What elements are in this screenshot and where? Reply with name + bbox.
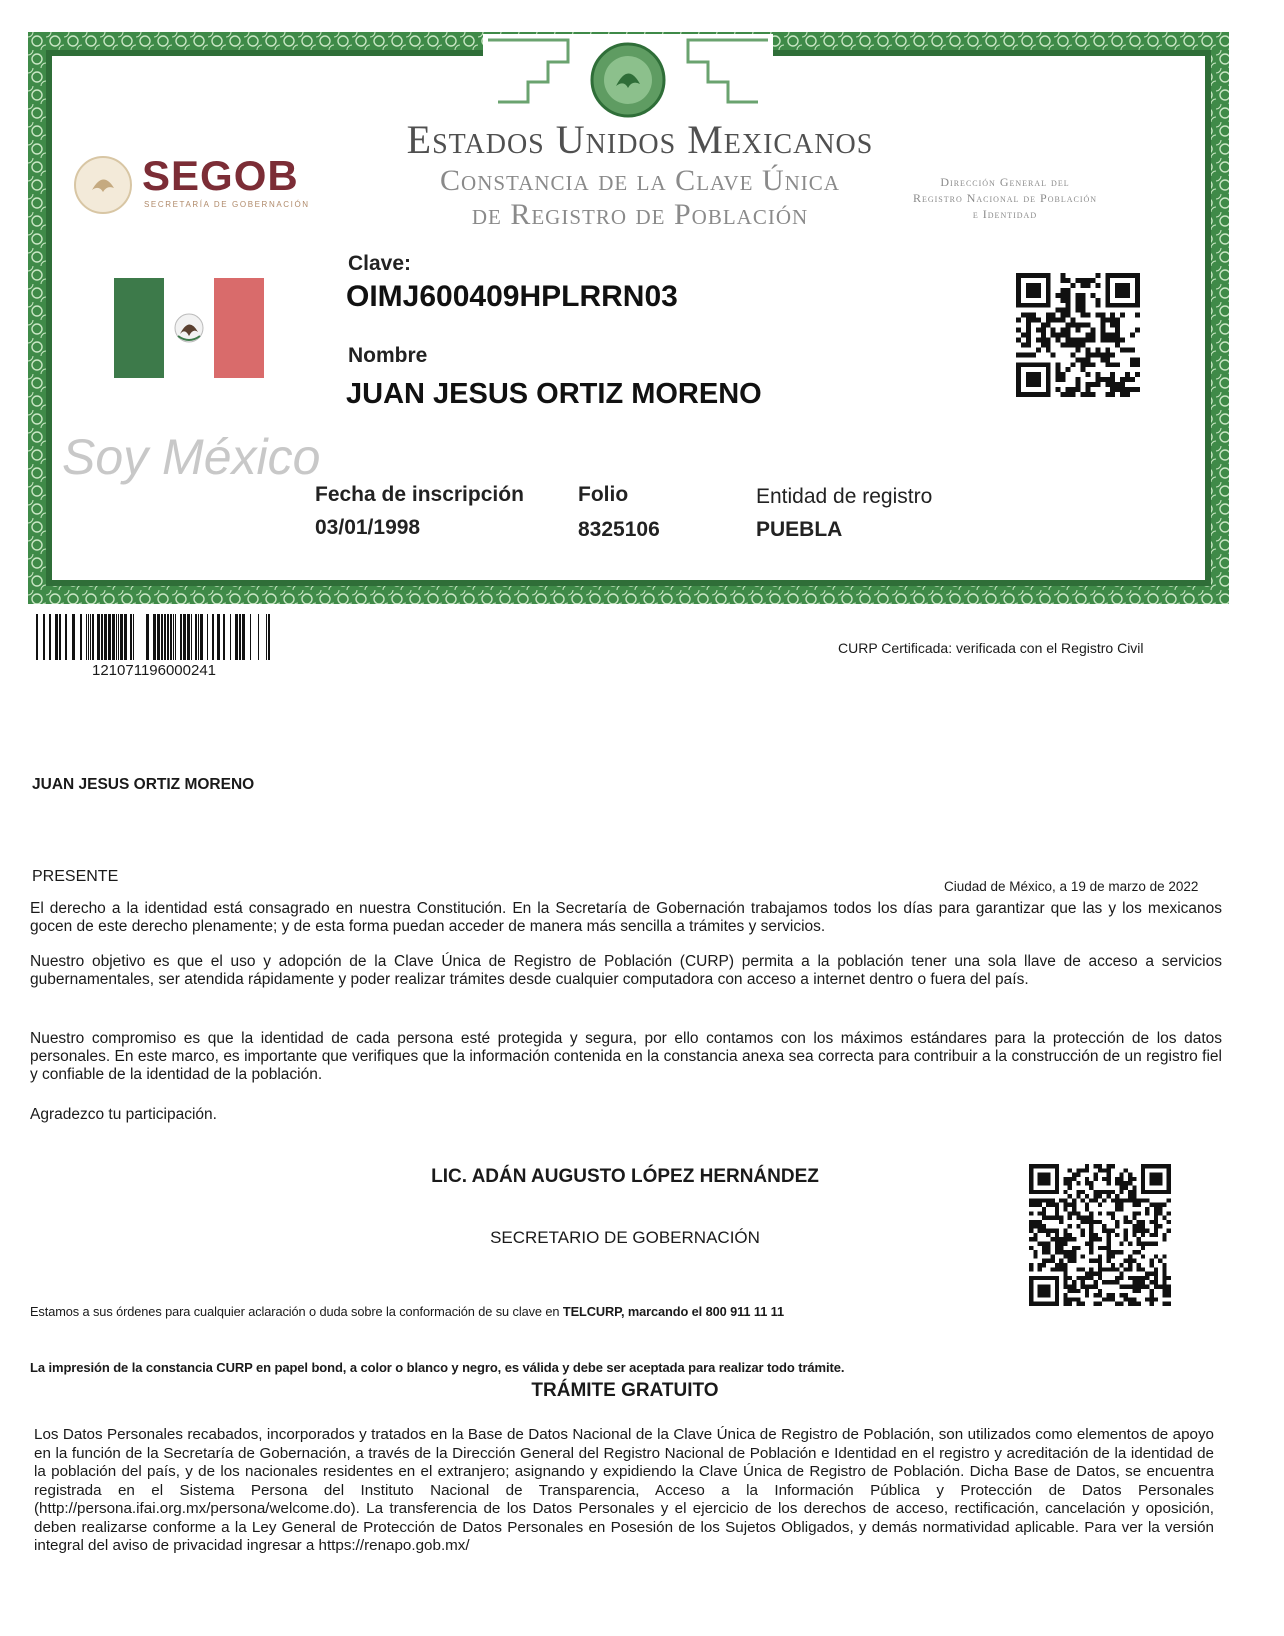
country-title: Estados Unidos Mexicanos (406, 117, 874, 162)
letter-recipient: JUAN JESUS ORTIZ MORENO (32, 776, 255, 793)
contact-phone: TELCURP, marcando el 800 911 11 11 (562, 1304, 785, 1319)
contact-text: Estamos a sus órdenes para cualquier aclaración o duda sobre la conformación de su clave en (30, 1304, 563, 1319)
privacy-notice: Los Datos Personales recabados, incorporados y tratados en la Base de Datos Nacional de la Clave Única de Registro de Población, son utilizados como elementos de apoyo en la función de la Secretaría de Gobernación, a través de la Dirección General del Registro Nacional de Población e Identidad en el registro y acreditación de la identidad de la población del país, y de los nacionales residentes en el extranjero; asignando y expidiendo la Clave Única de Registro de Población. Dicha Base de Datos, se encuentra registrada en el Sistema Persona del Instituto Nacional de Transparencia, Acceso a la Información Pública y Protección de Datos Personales (http://persona.ifai.org.mx/persona/welcome.do). La transferencia de los Datos Personales y el ejercicio de los derechos de acceso, rectificación, cancelación y oposición, deben realizarse conforme a la Ley General de Protección de Datos Personales en Posesión de los Sujetos Obligados, y demás normatividad aplicable. Para ver la versión integral del aviso de privacidad ingresar a https://renapo.gob.mx/ (34, 1426, 1214, 1554)
letter-paragraph-1: El derecho a la identidad está consagrado en nuestra Constitución. En la Secretaría de Gobernación trabajamos todos los días para garantizar que las y los mexicanos gocen de este derecho plenamente; y de esta forma puedan acceder de manera más sencilla a trámites y servicios. (30, 900, 1222, 935)
qr-code-icon (1016, 272, 1140, 398)
national-seal-icon (588, 40, 668, 120)
mexico-flag-icon (114, 278, 264, 378)
document-title-line1: Constancia de la Clave Única (440, 164, 840, 197)
clave-value: OIMJ600409HPLRRN03 (346, 280, 678, 313)
signer-name: LIC. ADÁN AUGUSTO LÓPEZ HERNÁNDEZ (431, 1166, 819, 1187)
entidad-label: Entidad de registro (756, 485, 933, 508)
curp-certificate (28, 32, 1229, 604)
fecha-label: Fecha de inscripción (315, 483, 524, 506)
letter-paragraph-3: Nuestro compromiso es que la identidad de cada persona esté protegida y segura, por ello contamos con los máximos estándares para la protección de los datos personales. En este marco, es importante que verifiques que la información contenida en la constancia anexa sea correcta para contribuir a la construcción de un registro fiel y confiable de la identidad de la población. (30, 1030, 1222, 1083)
watermark-soy-mexico: Soy México (62, 429, 321, 485)
barcode-number: 121071196000241 (92, 662, 217, 679)
folio-value: 8325106 (578, 518, 660, 541)
folio-label: Folio (578, 483, 629, 506)
clave-label: Clave: (348, 252, 412, 275)
letter-place-date: Ciudad de México, a 19 de marzo de 2022 (944, 879, 1199, 894)
segob-subtitle: SECRETARÍA DE GOBERNACIÓN (144, 200, 310, 209)
letter-greeting: PRESENTE (32, 868, 119, 885)
segob-logo: SEGOB (142, 152, 299, 199)
entidad-value: PUEBLA (756, 518, 843, 541)
validity-note: La impresión de la constancia CURP en papel bond, a color o blanco y negro, es válida y debe ser aceptada para realizar todo trámite. (30, 1360, 845, 1375)
nombre-label: Nombre (348, 344, 428, 367)
segob-seal-icon (72, 154, 134, 216)
agency-line3: e Identidad (972, 207, 1038, 221)
contact-line (30, 1304, 784, 1319)
agency-name (890, 174, 1120, 222)
free-notice: TRÁMITE GRATUITO (531, 1380, 719, 1401)
fecha-value: 03/01/1998 (315, 516, 421, 539)
qr-code-icon (1028, 1164, 1172, 1306)
letter-paragraph-2: Nuestro objetivo es que el uso y adopción de la Clave Única de Registro de Población (CURP) permita a la población tener una sola llave de acceso a servicios gubernamentales, ser atendida rápidamente y poder realizar trámites desde cualquier computadora con acceso a internet dentro o fuera del país. (30, 953, 1222, 988)
letter-closing: Agradezco tu participación. (30, 1106, 217, 1123)
signer-title: SECRETARIO DE GOBERNACIÓN (490, 1228, 760, 1247)
barcode-icon (36, 614, 274, 660)
curp-certificada-note: CURP Certificada: verificada con el Registro Civil (838, 640, 1144, 656)
agency-line2: Registro Nacional de Población (912, 191, 1098, 205)
agency-line1: Dirección General del (940, 175, 1070, 189)
document-title-line2: de Registro de Población (471, 198, 809, 231)
nombre-value: JUAN JESUS ORTIZ MORENO (346, 378, 762, 410)
